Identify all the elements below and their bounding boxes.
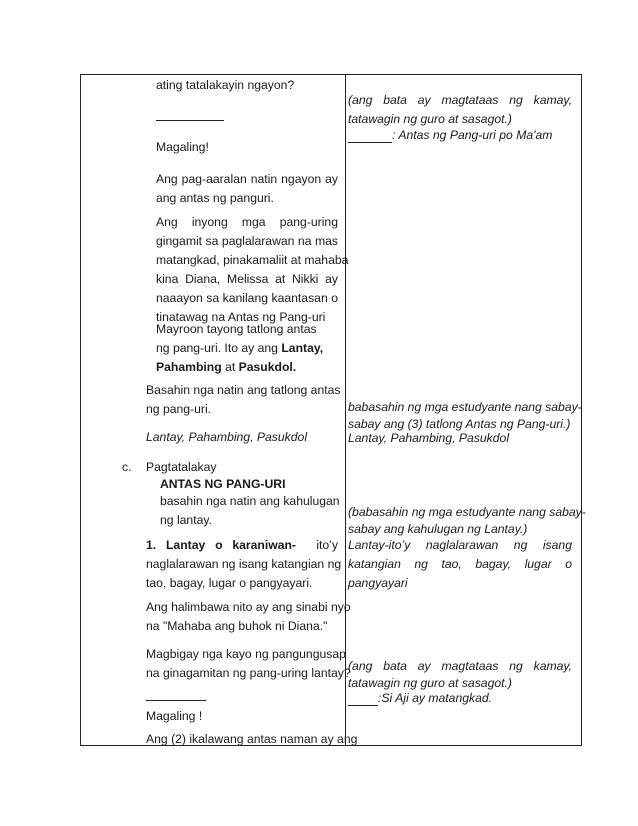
- prompt-line: na ginagamitan ng pang-uring lantay?: [146, 666, 351, 680]
- lantay-definition-line: naglalarawan ng isang katangian ng: [146, 557, 342, 571]
- section-label: Pagtatalakay: [146, 460, 217, 474]
- question-line: ating tatalakayin ngayon?: [156, 78, 295, 92]
- student-answer-line: Lantay-ito’y naglalarawan ng isang: [348, 538, 572, 552]
- student-action-line: tatawagin ng guro at sasagot.): [348, 112, 512, 126]
- answer-blank: [348, 705, 378, 706]
- student-action-line: tatawagin ng guro at sasagot.): [348, 676, 512, 690]
- example-line: na "Mahaba ang buhok ni Diana.": [146, 619, 328, 633]
- explanation-line: matangkad, pinakamaliit at mahaba: [156, 253, 349, 267]
- student-action-line: (babasahin ng mga estudyante nang sabay-: [348, 505, 586, 519]
- antas-intro-line: Mayroon tayong tatlong antas: [156, 322, 317, 336]
- student-action-line: (ang bata ay magtataas ng kamay,: [348, 659, 572, 673]
- lesson-intro-line: ang antas ng panguri.: [156, 191, 274, 205]
- praise-text: Magaling !: [146, 709, 203, 723]
- explanation-line: naaayon sa kanilang kaantasan o: [156, 291, 338, 305]
- section-marker: c.: [122, 460, 132, 474]
- antas-intro-line: ng pang-uri. Ito ay ang Lantay,: [156, 341, 324, 355]
- explanation-line: gingamit sa paglalarawan na mas: [156, 234, 338, 248]
- next-antas-line: Ang (2) ikalawang antas naman ay ang: [146, 732, 358, 746]
- antas-list: Lantay, Pahambing, Pasukdol: [146, 430, 308, 444]
- answer-blank: [156, 120, 224, 121]
- student-answer: :Si Aji ay matangkad.: [378, 691, 493, 705]
- student-action-line: sabay ang (3) tatlong Antas ng Pang-uri.): [348, 417, 571, 431]
- student-answer: Lantay, Pahambing, Pasukdol: [348, 431, 510, 445]
- antas-names-line: Pahambing at Pasukdol.: [156, 360, 297, 374]
- section-heading: ANTAS NG PANG-URI: [160, 477, 286, 491]
- student-action-line: (ang bata ay magtataas ng kamay,: [348, 93, 572, 107]
- read-instruction-line: ng pang-uri.: [146, 402, 212, 416]
- lesson-intro-line: Ang pag-aaralan natin ngayon ay: [156, 172, 338, 186]
- student-answer-line: katangian ng tao, bagay, lugar o: [348, 557, 572, 571]
- answer-blank: [348, 142, 392, 143]
- student-action-line: sabay ang kahulugan ng Lantay.): [348, 522, 528, 536]
- lantay-definition-line: tao, bagay, lugar o pangyayari.: [146, 576, 313, 590]
- student-answer-line: pangyayari: [348, 576, 408, 590]
- student-action-line: babasahin ng mga estudyante nang sabay-: [348, 400, 582, 414]
- section-text-line: basahin nga natin ang kahulugan: [160, 494, 340, 508]
- read-instruction-line: Basahin nga natin ang tatlong antas: [146, 383, 341, 397]
- praise-text: Magaling!: [156, 140, 209, 154]
- prompt-line: Magbigay nga kayo ng pangungusap: [146, 647, 346, 661]
- student-answer: : Antas ng Pang-uri po Ma'am: [392, 128, 553, 142]
- lantay-definition-line: 1. Lantay o karaniwan- ito’y: [146, 538, 338, 552]
- section-text-line: ng lantay.: [160, 513, 212, 527]
- answer-blank: [146, 700, 206, 701]
- explanation-line: Ang inyong mga pang-uring: [156, 215, 338, 229]
- explanation-line: kina Diana, Melissa at Nikki ay: [156, 272, 338, 286]
- explanation-line: tinatawag na Antas ng Pang-uri: [156, 310, 326, 324]
- example-line: Ang halimbawa nito ay ang sinabi nyo: [146, 600, 351, 614]
